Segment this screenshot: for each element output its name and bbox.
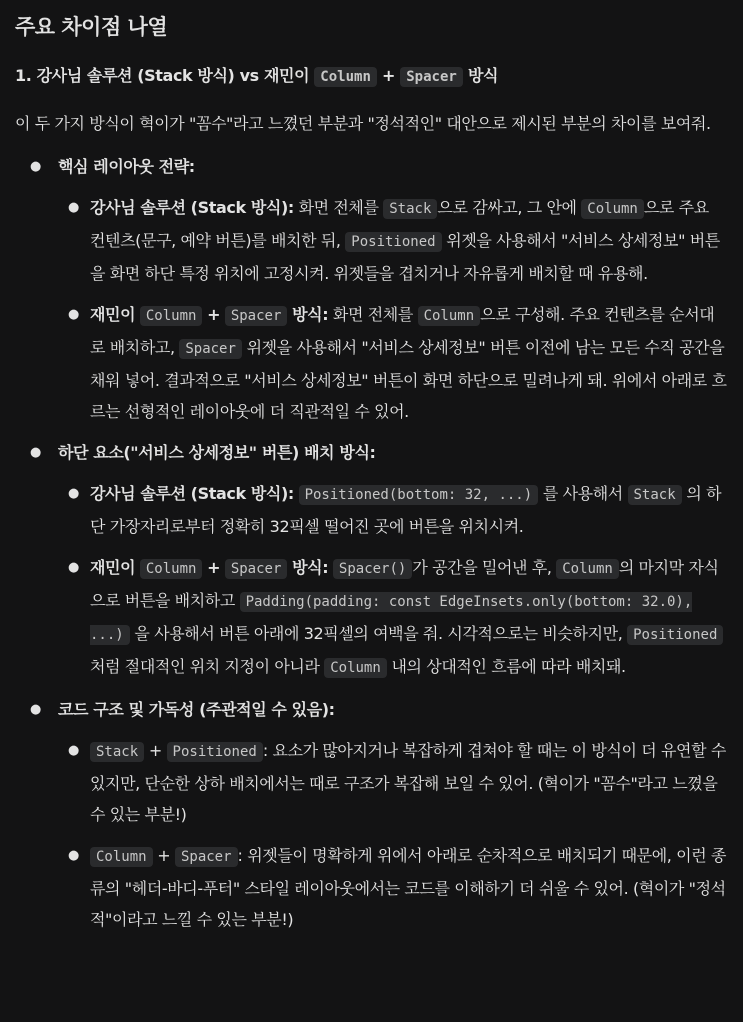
bullet-icon: ● — [68, 486, 79, 501]
code-padding: Padding(padding: const EdgeInsets.only(bottom: 32.0), ...) — [90, 594, 693, 643]
sub-item-stack — [58, 478, 728, 542]
bullet-icon: ● — [30, 445, 42, 460]
list-item-layout-strategy — [15, 151, 728, 427]
sub-item-label: 강사님 솔루션 (Stack 방식): — [90, 484, 294, 503]
code-column: Column — [324, 658, 387, 678]
code-positioned-bottom: Positioned(bottom: 32, ...) — [299, 485, 539, 505]
code-stack: Stack — [383, 199, 437, 219]
text: 화면 전체를 — [328, 305, 418, 324]
sub-list — [58, 735, 728, 935]
section-heading — [15, 61, 728, 92]
text: 으로 구성해. 주요 컨텐츠를 순서대로 배치하고, — [90, 305, 715, 357]
plus-sign: + — [207, 558, 221, 577]
code-column: Column — [581, 199, 644, 219]
text: 의 마지막 자식으로 버튼을 배치하고 — [90, 558, 719, 610]
difference-list — [15, 151, 728, 935]
sub-item-stack-positioned — [58, 735, 728, 830]
sub-item-label: 방식: — [292, 305, 329, 324]
sub-item-column-spacer — [58, 840, 728, 935]
code-spacer: Spacer — [225, 306, 288, 326]
code-spacer: Spacer — [225, 559, 288, 579]
code-stack: Stack — [628, 485, 682, 505]
code-spacer: Spacer — [175, 847, 238, 867]
item-title: 코드 구조 및 가독성 (주관적일 수 있음): — [58, 700, 335, 719]
text: 으로 감싸고, 그 안에 — [437, 198, 582, 217]
code-column: Column — [418, 306, 481, 326]
code-spacer: Spacer — [400, 67, 463, 87]
text: 내의 상대적인 흐름에 따라 배치돼. — [386, 657, 626, 676]
list-item-code-structure — [15, 694, 728, 935]
bullet-icon: ● — [68, 200, 79, 215]
sub-list — [58, 192, 728, 427]
page-title: 주요 차이점 나열 — [15, 15, 168, 39]
item-title: 핵심 레이아웃 전략: — [58, 157, 195, 176]
sub-item-label: 강사님 솔루션 (Stack 방식): — [90, 198, 294, 217]
text: 으로 주요 컨텐츠(문구, 예약 버튼)를 배치한 뒤, — [90, 198, 709, 250]
code-column: Column — [140, 559, 203, 579]
text: 의 하단 가장자리로부터 정확히 32픽셀 떨어진 곳에 버튼을 위치시켜. — [90, 484, 722, 536]
bullet-icon: ● — [68, 848, 79, 863]
code-column: Column — [556, 559, 619, 579]
code-positioned: Positioned — [627, 625, 723, 645]
sub-item-label: 방식: — [292, 558, 329, 577]
code-spacer-call: Spacer() — [333, 559, 412, 579]
bullet-icon: ● — [68, 307, 79, 322]
plus-sign: + — [382, 66, 396, 85]
code-stack: Stack — [90, 742, 144, 762]
code-column: Column — [90, 847, 153, 867]
section-heading-text: 1. 강사님 솔루션 (Stack 방식) vs 재민이 — [15, 66, 310, 85]
text: 을 사용해서 버튼 아래에 32픽셀의 여백을 줘. 시각적으로는 비슷하지만, — [129, 624, 628, 643]
code-column: Column — [314, 67, 377, 87]
text: 화면 전체를 — [293, 198, 384, 217]
code-column: Column — [140, 306, 203, 326]
sub-item-label: 재민이 — [90, 558, 136, 577]
text: : 요소가 많아지거나 복잡하게 겹쳐야 할 때는 이 방식이 더 유연할 수 있지만, 단순한 상하 배치에서는 때로 구조가 복잡해 보일 수 있어. (혁이가 "꼼수"라고 느꼈을 수 있는 부분!) — [90, 741, 726, 824]
item-title: 하단 요소("서비스 상세정보" 버튼) 배치 방식: — [58, 443, 376, 462]
text: 위젯을 사용해서 "서비스 상세정보" 버튼을 화면 하단 특정 위치에 고정시켜. 위젯들을 겹치거나 자유롭게 배치할 때 유용해. — [90, 231, 720, 283]
code-spacer: Spacer — [179, 339, 242, 359]
plus-sign: + — [207, 305, 221, 324]
text: 가 공간을 밀어낸 후, — [412, 558, 557, 577]
sub-item-stack — [58, 192, 728, 289]
bullet-icon: ● — [68, 743, 79, 758]
bullet-icon: ● — [30, 159, 42, 174]
bullet-icon: ● — [30, 702, 42, 717]
text: 처럼 절대적인 위치 지정이 아니라 — [90, 657, 325, 676]
text: 위젯을 사용해서 "서비스 상세정보" 버튼 이전에 남는 모든 수직 공간을 채워 넣어. 결과적으로 "서비스 상세정보" 버튼이 화면 하단으로 밀려나게 돼. 위에서 아래로 흐르는 선형적인 레이아웃에 더 직관적일 수 있어. — [90, 338, 727, 421]
intro-paragraph: 이 두 가지 방식이 혁이가 "꼼수"라고 느꼈던 부분과 "정석적인" 대안으로 제시된 부분의 차이를 보여줘. — [15, 114, 711, 133]
plus-sign: + — [157, 846, 171, 865]
text: 를 사용해서 — [538, 484, 628, 503]
code-positioned: Positioned — [345, 232, 441, 252]
list-item-bottom-placement — [15, 437, 728, 684]
sub-item-column-spacer — [58, 552, 728, 684]
plus-sign: + — [148, 741, 162, 760]
section-heading-suffix: 방식 — [467, 66, 499, 85]
sub-list — [58, 478, 728, 684]
code-positioned: Positioned — [167, 742, 263, 762]
text: : 위젯들이 명확하게 위에서 아래로 순차적으로 배치되기 때문에, 이런 종류의 "헤더-바디-푸터" 스타일 레이아웃에서는 코드를 이해하기 더 쉬울 수 있어. (혁이가 "정석적"이라고 느낄 수 있는 부분!) — [90, 846, 727, 929]
sub-item-column-spacer — [58, 299, 728, 427]
bullet-icon: ● — [68, 560, 79, 575]
sub-item-label: 재민이 — [90, 305, 136, 324]
